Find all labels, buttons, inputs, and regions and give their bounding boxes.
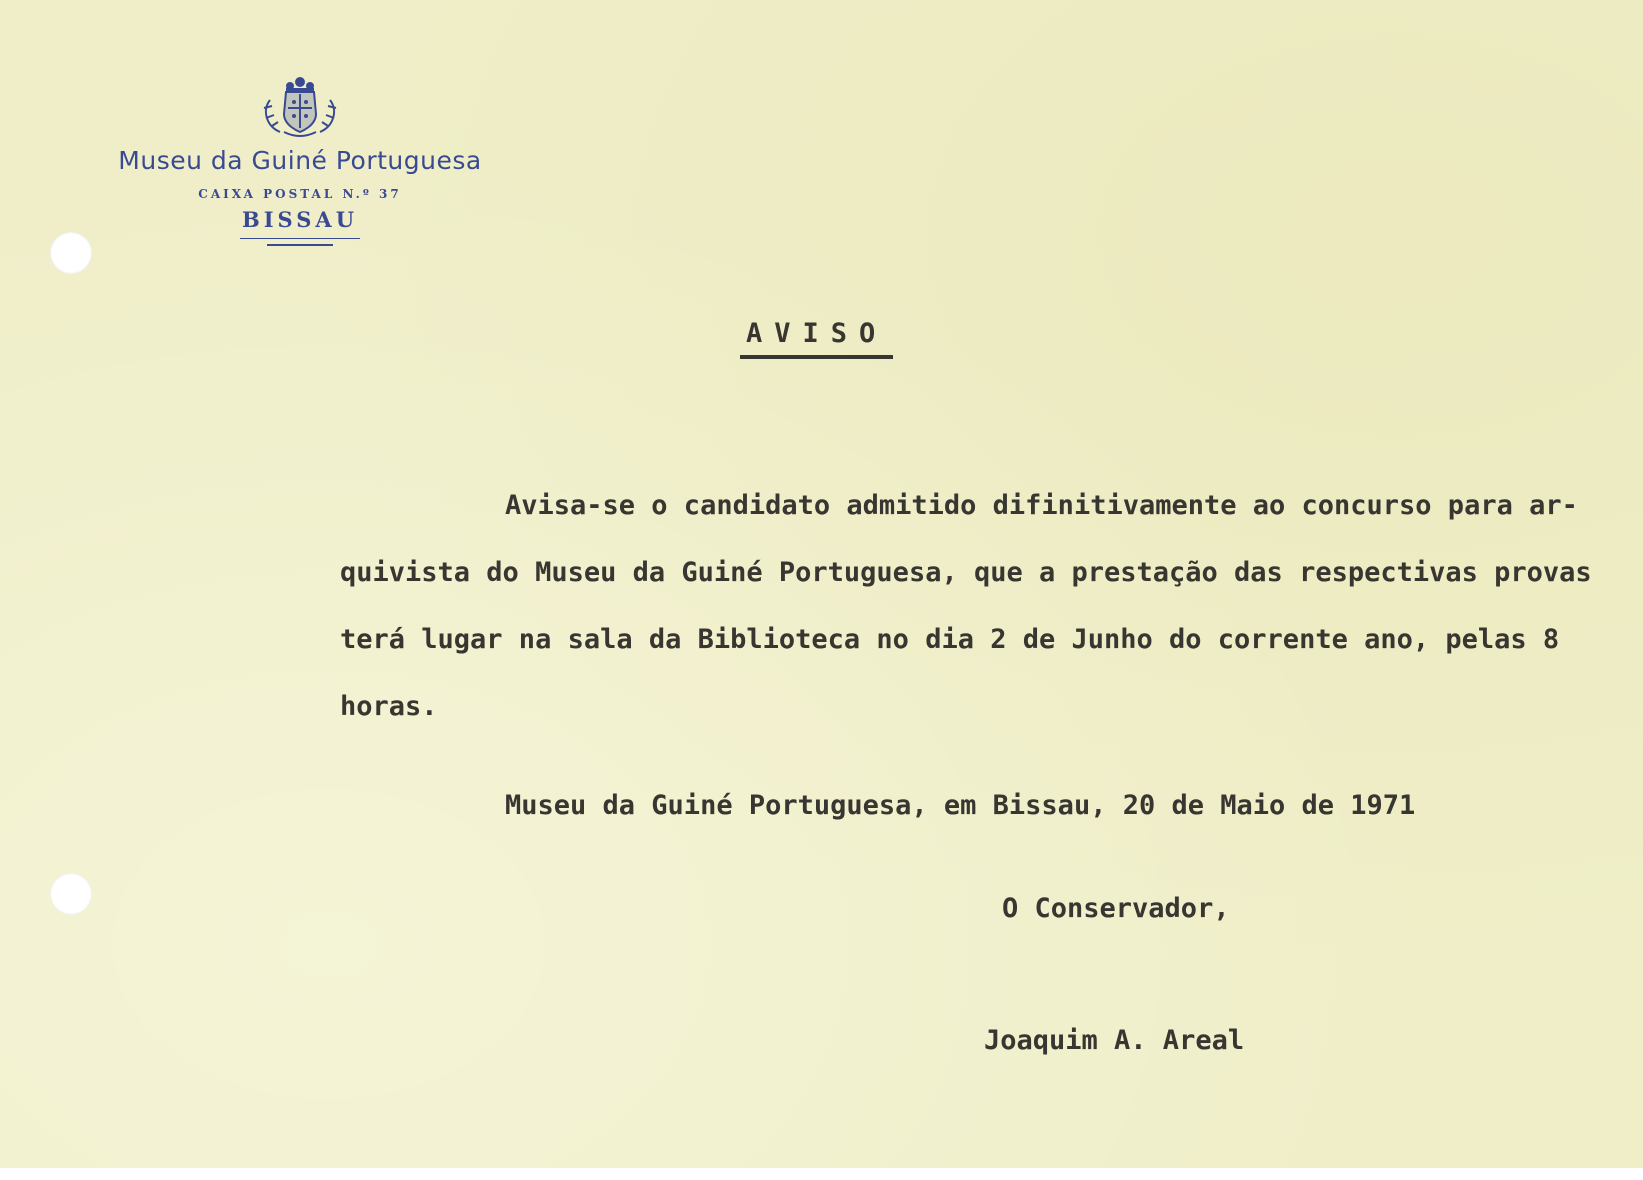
punch-hole-bottom (50, 873, 92, 915)
po-box: CAIXA POSTAL N.º 37 (198, 187, 402, 201)
body-line: terá lugar na sala da Biblioteca no dia 2 de Junho do corrente ano, pelas 8 (340, 624, 1560, 655)
coat-of-arms-icon (254, 70, 346, 140)
signatory-name: Joaquim A. Areal (984, 1025, 1245, 1056)
city-name: BISSAU (241, 207, 359, 232)
body-line: horas. (340, 691, 438, 722)
city-underline-short (267, 244, 333, 246)
signatory-role: O Conservador, (1002, 893, 1230, 924)
notice-title: AVISO (740, 318, 893, 359)
place-and-date: Museu da Guiné Portuguesa, em Bissau, 20 de Maio de 1971 (505, 790, 1416, 821)
body-line: quivista do Museu da Guiné Portuguesa, que a prestação das respectivas provas (340, 557, 1592, 588)
body-line: Avisa-se o candidato admitido difinitivamente ao concurso para ar- (505, 490, 1578, 521)
page-edge (0, 1168, 1643, 1180)
notice-body (340, 490, 1620, 758)
institution-name: Museu da Guiné Portuguesa (118, 146, 482, 175)
letterhead (80, 70, 520, 246)
city-underline (240, 238, 360, 239)
